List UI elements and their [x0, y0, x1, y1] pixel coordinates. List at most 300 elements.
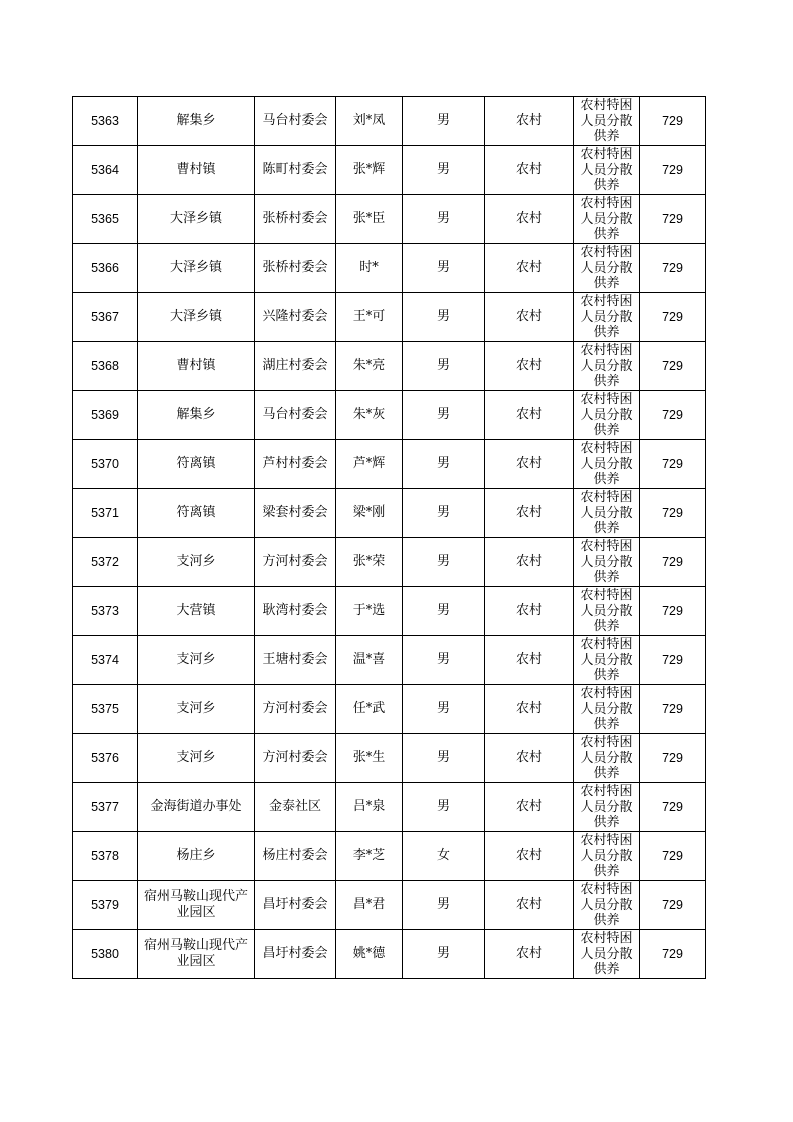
- name-cell-text: 昌*君: [352, 897, 386, 912]
- name-cell-text: 任*武: [352, 701, 386, 716]
- gender-cell: [403, 636, 485, 685]
- serial-number-cell: [73, 489, 138, 538]
- name-cell-text: 时*: [359, 260, 379, 275]
- serial-number-cell: [73, 440, 138, 489]
- gender-cell: [403, 195, 485, 244]
- serial-number-cell-text: 5364: [91, 163, 119, 177]
- amount-cell: [640, 636, 706, 685]
- area-cell-text: 农村: [515, 750, 542, 765]
- name-cell-text: 朱*亮: [352, 358, 386, 373]
- table-body: [73, 97, 706, 979]
- serial-number-cell: [73, 342, 138, 391]
- amount-cell-text: 729: [662, 751, 683, 765]
- table-row: [73, 685, 706, 734]
- assistance-type-cell-text: 农村特困人员分散供养: [580, 784, 633, 830]
- name-cell-text: 梁*刚: [352, 505, 386, 520]
- amount-cell-text: 729: [662, 457, 683, 471]
- village-cell-text: 张桥村委会: [262, 211, 328, 226]
- table-row: [73, 391, 706, 440]
- area-cell: [485, 391, 574, 440]
- area-cell-text: 农村: [515, 260, 542, 275]
- serial-number-cell-text: 5370: [91, 457, 119, 471]
- gender-cell: [403, 244, 485, 293]
- gender-cell: [403, 391, 485, 440]
- village-cell: [255, 685, 336, 734]
- amount-cell-text: 729: [662, 604, 683, 618]
- serial-number-cell-text: 5366: [91, 261, 119, 275]
- gender-cell-text: 男: [436, 211, 450, 226]
- assistance-type-cell: [574, 587, 640, 636]
- village-cell: [255, 97, 336, 146]
- assistance-type-cell-text: 农村特困人员分散供养: [580, 98, 633, 144]
- town-cell: [138, 587, 255, 636]
- gender-cell-text: 男: [436, 309, 450, 324]
- name-cell: [336, 930, 403, 979]
- gender-cell-text: 男: [436, 260, 450, 275]
- amount-cell-text: 729: [662, 212, 683, 226]
- town-cell: [138, 930, 255, 979]
- area-cell-text: 农村: [515, 505, 542, 520]
- town-cell: [138, 391, 255, 440]
- village-cell-text: 马台村委会: [262, 113, 328, 128]
- name-cell-text: 芦*辉: [352, 456, 386, 471]
- name-cell: [336, 783, 403, 832]
- area-cell-text: 农村: [515, 701, 542, 716]
- gender-cell-text: 女: [436, 848, 450, 863]
- serial-number-cell-text: 5377: [91, 800, 119, 814]
- assistance-type-cell: [574, 832, 640, 881]
- town-cell-text: 解集乡: [176, 407, 216, 422]
- name-cell: [336, 587, 403, 636]
- assistance-type-cell: [574, 391, 640, 440]
- town-cell: [138, 293, 255, 342]
- amount-cell: [640, 538, 706, 587]
- table-row: [73, 930, 706, 979]
- town-cell: [138, 342, 255, 391]
- amount-cell: [640, 587, 706, 636]
- serial-number-cell: [73, 244, 138, 293]
- gender-cell: [403, 342, 485, 391]
- serial-number-cell: [73, 538, 138, 587]
- serial-number-cell-text: 5363: [91, 114, 119, 128]
- amount-cell: [640, 783, 706, 832]
- gender-cell-text: 男: [436, 113, 450, 128]
- name-cell: [336, 685, 403, 734]
- amount-cell-text: 729: [662, 898, 683, 912]
- area-cell: [485, 244, 574, 293]
- area-cell-text: 农村: [515, 652, 542, 667]
- serial-number-cell: [73, 881, 138, 930]
- assistance-type-cell-text: 农村特困人员分散供养: [580, 147, 633, 193]
- assistance-type-cell-text: 农村特困人员分散供养: [580, 441, 633, 487]
- town-cell: [138, 195, 255, 244]
- amount-cell-text: 729: [662, 310, 683, 324]
- name-cell-text: 李*芝: [352, 848, 386, 863]
- area-cell: [485, 587, 574, 636]
- serial-number-cell: [73, 832, 138, 881]
- gender-cell: [403, 881, 485, 930]
- area-cell-text: 农村: [515, 799, 542, 814]
- serial-number-cell: [73, 97, 138, 146]
- area-cell-text: 农村: [515, 162, 542, 177]
- area-cell: [485, 195, 574, 244]
- serial-number-cell-text: 5373: [91, 604, 119, 618]
- gender-cell: [403, 440, 485, 489]
- name-cell: [336, 636, 403, 685]
- name-cell: [336, 538, 403, 587]
- serial-number-cell-text: 5375: [91, 702, 119, 716]
- serial-number-cell-text: 5368: [91, 359, 119, 373]
- name-cell: [336, 244, 403, 293]
- serial-number-cell: [73, 587, 138, 636]
- amount-cell-text: 729: [662, 163, 683, 177]
- name-cell-text: 张*臣: [352, 211, 386, 226]
- gender-cell: [403, 930, 485, 979]
- gender-cell: [403, 685, 485, 734]
- amount-cell: [640, 832, 706, 881]
- gender-cell-text: 男: [436, 701, 450, 716]
- village-cell: [255, 342, 336, 391]
- area-cell: [485, 538, 574, 587]
- gender-cell: [403, 587, 485, 636]
- town-cell: [138, 685, 255, 734]
- area-cell-text: 农村: [515, 309, 542, 324]
- village-cell: [255, 636, 336, 685]
- town-cell: [138, 832, 255, 881]
- name-cell: [336, 489, 403, 538]
- area-cell-text: 农村: [515, 946, 542, 961]
- amount-cell-text: 729: [662, 408, 683, 422]
- name-cell-text: 姚*德: [352, 946, 386, 961]
- town-cell: [138, 146, 255, 195]
- gender-cell-text: 男: [436, 407, 450, 422]
- assistance-type-cell-text: 农村特困人员分散供养: [580, 686, 633, 732]
- table-row: [73, 881, 706, 930]
- town-cell-text: 支河乡: [176, 750, 216, 765]
- town-cell-text: 符离镇: [176, 456, 216, 471]
- area-cell-text: 农村: [515, 554, 542, 569]
- area-cell-text: 农村: [515, 603, 542, 618]
- name-cell: [336, 146, 403, 195]
- village-cell-text: 昌圩村委会: [262, 946, 328, 961]
- amount-cell-text: 729: [662, 359, 683, 373]
- serial-number-cell-text: 5365: [91, 212, 119, 226]
- gender-cell: [403, 97, 485, 146]
- gender-cell-text: 男: [436, 162, 450, 177]
- town-cell-text: 大泽乡镇: [169, 309, 222, 324]
- village-cell: [255, 391, 336, 440]
- assistance-type-cell-text: 农村特困人员分散供养: [580, 343, 633, 389]
- gender-cell-text: 男: [436, 603, 450, 618]
- village-cell: [255, 832, 336, 881]
- amount-cell: [640, 881, 706, 930]
- village-cell-text: 马台村委会: [262, 407, 328, 422]
- table-row: [73, 293, 706, 342]
- village-cell-text: 方河村委会: [262, 554, 328, 569]
- town-cell-text: 大营镇: [176, 603, 216, 618]
- town-cell-text: 支河乡: [176, 652, 216, 667]
- assistance-type-cell: [574, 489, 640, 538]
- serial-number-cell: [73, 293, 138, 342]
- serial-number-cell-text: 5372: [91, 555, 119, 569]
- assistance-type-cell: [574, 685, 640, 734]
- gender-cell: [403, 146, 485, 195]
- assistance-type-cell: [574, 734, 640, 783]
- table-row: [73, 636, 706, 685]
- assistance-type-cell-text: 农村特困人员分散供养: [580, 392, 633, 438]
- serial-number-cell-text: 5369: [91, 408, 119, 422]
- town-cell-text: 支河乡: [176, 554, 216, 569]
- town-cell-text: 曹村镇: [176, 162, 216, 177]
- table-row: [73, 97, 706, 146]
- village-cell: [255, 783, 336, 832]
- table-row: [73, 783, 706, 832]
- amount-cell-text: 729: [662, 800, 683, 814]
- name-cell: [336, 195, 403, 244]
- amount-cell: [640, 97, 706, 146]
- gender-cell: [403, 489, 485, 538]
- gender-cell-text: 男: [436, 750, 450, 765]
- area-cell: [485, 734, 574, 783]
- area-cell: [485, 293, 574, 342]
- village-cell: [255, 293, 336, 342]
- amount-cell: [640, 244, 706, 293]
- village-cell-text: 陈町村委会: [262, 162, 328, 177]
- village-cell: [255, 440, 336, 489]
- village-cell: [255, 538, 336, 587]
- beneficiary-table: [72, 96, 706, 979]
- assistance-type-cell-text: 农村特困人员分散供养: [580, 196, 633, 242]
- village-cell-text: 张桥村委会: [262, 260, 328, 275]
- village-cell-text: 杨庄村委会: [262, 848, 328, 863]
- amount-cell-text: 729: [662, 849, 683, 863]
- serial-number-cell-text: 5367: [91, 310, 119, 324]
- name-cell-text: 张*荣: [352, 554, 386, 569]
- town-cell-text: 曹村镇: [176, 358, 216, 373]
- amount-cell: [640, 685, 706, 734]
- assistance-type-cell-text: 农村特困人员分散供养: [580, 588, 633, 634]
- name-cell-text: 吕*泉: [352, 799, 386, 814]
- area-cell-text: 农村: [515, 211, 542, 226]
- amount-cell: [640, 440, 706, 489]
- gender-cell-text: 男: [436, 946, 450, 961]
- name-cell-text: 朱*灰: [352, 407, 386, 422]
- gender-cell: [403, 538, 485, 587]
- gender-cell-text: 男: [436, 799, 450, 814]
- area-cell: [485, 146, 574, 195]
- serial-number-cell-text: 5380: [91, 947, 119, 961]
- gender-cell: [403, 293, 485, 342]
- name-cell-text: 刘*凤: [352, 113, 386, 128]
- name-cell-text: 张*辉: [352, 162, 386, 177]
- area-cell: [485, 685, 574, 734]
- gender-cell: [403, 832, 485, 881]
- village-cell-text: 方河村委会: [262, 701, 328, 716]
- village-cell: [255, 146, 336, 195]
- serial-number-cell: [73, 391, 138, 440]
- town-cell-text: 解集乡: [176, 113, 216, 128]
- serial-number-cell-text: 5374: [91, 653, 119, 667]
- area-cell-text: 农村: [515, 456, 542, 471]
- town-cell-text: 符离镇: [176, 505, 216, 520]
- assistance-type-cell: [574, 293, 640, 342]
- amount-cell-text: 729: [662, 653, 683, 667]
- assistance-type-cell-text: 农村特困人员分散供养: [580, 735, 633, 781]
- amount-cell-text: 729: [662, 114, 683, 128]
- amount-cell: [640, 195, 706, 244]
- area-cell-text: 农村: [515, 358, 542, 373]
- gender-cell: [403, 783, 485, 832]
- name-cell: [336, 97, 403, 146]
- assistance-type-cell-text: 农村特困人员分散供养: [580, 539, 633, 585]
- village-cell: [255, 489, 336, 538]
- assistance-type-cell-text: 农村特困人员分散供养: [580, 490, 633, 536]
- name-cell: [336, 391, 403, 440]
- name-cell-text: 张*生: [352, 750, 386, 765]
- assistance-type-cell: [574, 244, 640, 293]
- table-row: [73, 146, 706, 195]
- assistance-type-cell: [574, 783, 640, 832]
- name-cell: [336, 342, 403, 391]
- amount-cell-text: 729: [662, 506, 683, 520]
- serial-number-cell: [73, 783, 138, 832]
- area-cell-text: 农村: [515, 113, 542, 128]
- table-row: [73, 440, 706, 489]
- gender-cell: [403, 734, 485, 783]
- serial-number-cell: [73, 195, 138, 244]
- name-cell-text: 于*选: [352, 603, 386, 618]
- gender-cell-text: 男: [436, 358, 450, 373]
- area-cell: [485, 636, 574, 685]
- town-cell: [138, 636, 255, 685]
- name-cell: [336, 832, 403, 881]
- town-cell: [138, 440, 255, 489]
- area-cell-text: 农村: [515, 848, 542, 863]
- village-cell-text: 昌圩村委会: [262, 897, 328, 912]
- area-cell: [485, 97, 574, 146]
- town-cell-text: 宿州马鞍山现代产业园区: [143, 889, 248, 920]
- name-cell-text: 温*喜: [352, 652, 386, 667]
- assistance-type-cell: [574, 97, 640, 146]
- town-cell-text: 宿州马鞍山现代产业园区: [143, 938, 248, 969]
- amount-cell: [640, 342, 706, 391]
- amount-cell: [640, 489, 706, 538]
- assistance-type-cell: [574, 636, 640, 685]
- village-cell-text: 湖庄村委会: [262, 358, 328, 373]
- town-cell-text: 大泽乡镇: [169, 211, 222, 226]
- serial-number-cell: [73, 930, 138, 979]
- town-cell: [138, 538, 255, 587]
- area-cell: [485, 440, 574, 489]
- area-cell: [485, 489, 574, 538]
- gender-cell-text: 男: [436, 652, 450, 667]
- serial-number-cell: [73, 685, 138, 734]
- area-cell: [485, 881, 574, 930]
- table-row: [73, 342, 706, 391]
- village-cell-text: 金泰社区: [268, 799, 321, 814]
- amount-cell: [640, 930, 706, 979]
- serial-number-cell: [73, 734, 138, 783]
- name-cell-text: 王*可: [352, 309, 386, 324]
- serial-number-cell-text: 5376: [91, 751, 119, 765]
- town-cell: [138, 734, 255, 783]
- gender-cell-text: 男: [436, 897, 450, 912]
- village-cell-text: 方河村委会: [262, 750, 328, 765]
- serial-number-cell: [73, 146, 138, 195]
- assistance-type-cell: [574, 342, 640, 391]
- serial-number-cell-text: 5378: [91, 849, 119, 863]
- town-cell-text: 金海街道办事处: [150, 799, 242, 814]
- amount-cell-text: 729: [662, 947, 683, 961]
- village-cell-text: 王塘村委会: [262, 652, 328, 667]
- amount-cell: [640, 146, 706, 195]
- assistance-type-cell-text: 农村特困人员分散供养: [580, 833, 633, 879]
- area-cell: [485, 783, 574, 832]
- table-row: [73, 244, 706, 293]
- gender-cell-text: 男: [436, 505, 450, 520]
- area-cell: [485, 342, 574, 391]
- village-cell-text: 梁套村委会: [262, 505, 328, 520]
- assistance-type-cell-text: 农村特困人员分散供养: [580, 931, 633, 977]
- serial-number-cell-text: 5379: [91, 898, 119, 912]
- name-cell: [336, 881, 403, 930]
- assistance-type-cell-text: 农村特困人员分散供养: [580, 637, 633, 683]
- village-cell: [255, 930, 336, 979]
- table-row: [73, 587, 706, 636]
- town-cell: [138, 881, 255, 930]
- table-row: [73, 832, 706, 881]
- amount-cell: [640, 391, 706, 440]
- table-row: [73, 538, 706, 587]
- area-cell-text: 农村: [515, 897, 542, 912]
- village-cell-text: 芦村村委会: [262, 456, 328, 471]
- gender-cell-text: 男: [436, 456, 450, 471]
- gender-cell-text: 男: [436, 554, 450, 569]
- amount-cell: [640, 293, 706, 342]
- village-cell-text: 耿湾村委会: [262, 603, 328, 618]
- table-row: [73, 489, 706, 538]
- village-cell: [255, 244, 336, 293]
- town-cell-text: 支河乡: [176, 701, 216, 716]
- assistance-type-cell: [574, 881, 640, 930]
- assistance-type-cell: [574, 538, 640, 587]
- assistance-type-cell-text: 农村特困人员分散供养: [580, 294, 633, 340]
- town-cell: [138, 97, 255, 146]
- table-row: [73, 195, 706, 244]
- village-cell: [255, 881, 336, 930]
- assistance-type-cell: [574, 930, 640, 979]
- name-cell: [336, 293, 403, 342]
- name-cell: [336, 734, 403, 783]
- town-cell: [138, 244, 255, 293]
- assistance-type-cell: [574, 195, 640, 244]
- amount-cell-text: 729: [662, 261, 683, 275]
- serial-number-cell-text: 5371: [91, 506, 119, 520]
- area-cell: [485, 832, 574, 881]
- village-cell: [255, 195, 336, 244]
- village-cell: [255, 587, 336, 636]
- area-cell: [485, 930, 574, 979]
- amount-cell-text: 729: [662, 702, 683, 716]
- town-cell: [138, 783, 255, 832]
- assistance-type-cell: [574, 440, 640, 489]
- table-row: [73, 734, 706, 783]
- amount-cell-text: 729: [662, 555, 683, 569]
- town-cell: [138, 489, 255, 538]
- serial-number-cell: [73, 636, 138, 685]
- area-cell-text: 农村: [515, 407, 542, 422]
- town-cell-text: 杨庄乡: [176, 848, 216, 863]
